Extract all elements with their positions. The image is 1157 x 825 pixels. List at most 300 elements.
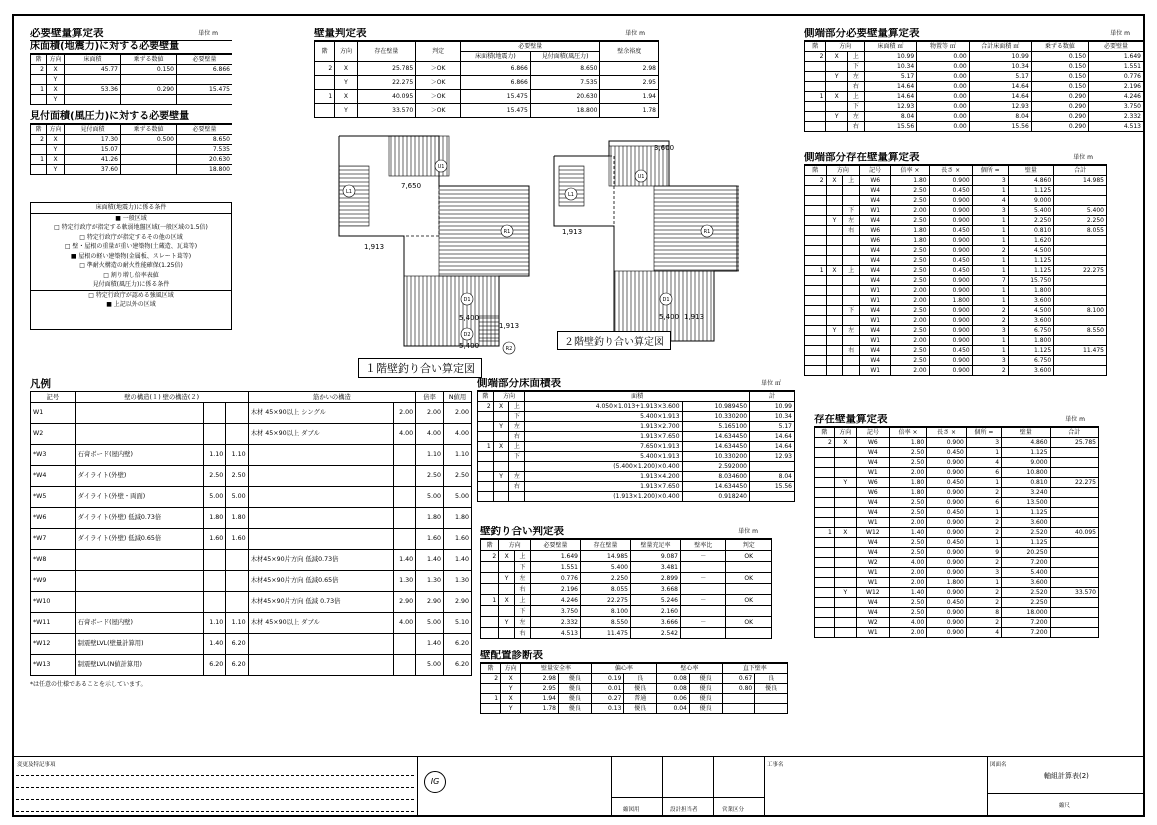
table-cell: 5.400×1.913: [525, 452, 682, 462]
table-cell: 2: [481, 674, 501, 684]
table-cell: [843, 296, 860, 306]
table-cell: ■ 屋根の軽い建築物(金属板、スレート葺等): [70, 252, 192, 260]
table-cell: 普通: [624, 694, 657, 704]
table-cell: X: [826, 52, 847, 62]
table-cell: [834, 508, 856, 518]
table-cell: 下: [843, 306, 860, 316]
table-cell: ダイライト(外壁): [75, 466, 203, 487]
table-cell: 6.20: [226, 634, 248, 655]
table-cell: 上: [847, 52, 864, 62]
table-cell: [843, 356, 860, 366]
table-cell: [1050, 628, 1098, 638]
table-cell: 2.50: [889, 548, 926, 558]
table-cell: 0.900: [927, 468, 967, 478]
table-cell: [1054, 236, 1107, 246]
table-cell: [805, 346, 827, 356]
table-row: [815, 498, 1099, 508]
table-cell: [826, 206, 843, 216]
table-cell: 10.800: [1002, 468, 1050, 478]
table-cell: 1.10: [204, 445, 226, 466]
table-cell: 40.095: [357, 90, 415, 104]
table-cell: 0.900: [929, 246, 972, 256]
table-cell: 木材 45×90以上 ダブル: [248, 613, 393, 634]
table-header: 階: [805, 166, 827, 176]
table-cell: 2.50: [891, 326, 929, 336]
table-cell: 0.13: [591, 704, 624, 714]
table-cell: 5.17: [864, 72, 917, 82]
table-cell: □ 割り増し倍率表値: [103, 271, 159, 279]
table-cell: [815, 518, 835, 528]
table-cell: 9.000: [1008, 196, 1054, 206]
table-cell: [121, 75, 177, 85]
table-cell: 2.00: [889, 468, 926, 478]
table-cell: [681, 584, 726, 595]
table-header: 判定: [726, 540, 772, 551]
floor1-plan: [339, 136, 529, 354]
table-cell: [815, 468, 835, 478]
table-header: 床面積(地震力): [461, 52, 531, 62]
table-cell: [826, 236, 843, 246]
table-header: 床面積: [65, 55, 121, 65]
table-cell: 22.275: [581, 595, 631, 606]
table-cell: [1050, 558, 1098, 568]
table-cell: 0.04: [657, 704, 690, 714]
table-cell: [478, 472, 494, 482]
table-cell: X: [47, 65, 65, 75]
table-cell: 1: [972, 226, 1008, 236]
table-cell: *W5: [31, 487, 76, 508]
table-row: [31, 75, 233, 85]
table-cell: 2: [972, 316, 1008, 326]
table-cell: 14.64: [750, 442, 795, 452]
table-cell: W2: [31, 424, 76, 445]
side-req-block: [804, 28, 1144, 152]
table-cell: 1: [966, 508, 1001, 518]
table-cell: [815, 448, 835, 458]
table-row: [481, 573, 772, 584]
table-cell: [726, 606, 772, 617]
table-cell: W4: [860, 246, 891, 256]
table-cell: 3.750: [531, 606, 581, 617]
table-cell: 1: [972, 266, 1008, 276]
table-cell: 1.125: [1002, 448, 1050, 458]
table-cell: 左: [847, 112, 864, 122]
table-cell: [248, 445, 393, 466]
table-cell: 8.055: [581, 584, 631, 595]
table-cell: 左: [847, 72, 864, 82]
table-cell: 1: [31, 85, 47, 95]
table-cell: [815, 588, 835, 598]
table-cell: W4: [856, 498, 889, 508]
table-cell: [75, 550, 203, 571]
table-cell: X: [335, 62, 357, 76]
table-cell: [481, 704, 501, 714]
table-cell: 1.60: [204, 529, 226, 550]
table-cell: [315, 76, 335, 90]
table-cell: 木材 45×90以上 シングル: [248, 403, 393, 424]
table-cell: [1054, 256, 1107, 266]
table-cell: 0.900: [927, 628, 967, 638]
table-cell: 0.00: [917, 82, 970, 92]
table-cell: [834, 488, 856, 498]
zone-L1-2f: L1: [568, 192, 574, 198]
table-cell: 1.80: [889, 488, 926, 498]
table-cell: 2.520: [1002, 588, 1050, 598]
table-cell: 0.900: [929, 366, 972, 376]
table-cell: 木材45×90片方向 低減0.65倍: [248, 571, 393, 592]
table-cell: 左: [515, 617, 531, 628]
table-cell: 2: [972, 366, 1008, 376]
table-cell: [805, 122, 826, 132]
table-cell: 5.10: [444, 613, 472, 634]
table-header: 壁量充足率: [631, 540, 681, 551]
side-area-title: 側端部分床面積表: [477, 378, 561, 389]
table-header: 壁量: [1008, 166, 1054, 176]
table-cell: 0.900: [929, 356, 972, 366]
table-cell: 2.00: [889, 518, 926, 528]
table-cell: 1.125: [1008, 346, 1054, 356]
table-row: [815, 628, 1099, 638]
table-cell: 1.125: [1008, 266, 1054, 276]
table-cell: Y: [501, 704, 521, 714]
table-cell: [843, 236, 860, 246]
table-cell: [834, 568, 856, 578]
table-row: [478, 452, 795, 462]
table-cell: 0.27: [591, 694, 624, 704]
table-cell: [826, 286, 843, 296]
table-cell: [248, 634, 393, 655]
table-cell: X: [493, 402, 509, 412]
condition-row: [31, 233, 231, 243]
floor-title: 床面積(地震力)に対する必要壁量: [30, 41, 180, 52]
table-cell: 0.450: [927, 478, 967, 488]
table-cell: ダイライト(外壁) 低減0.73倍: [75, 508, 203, 529]
legend-title: 凡例: [30, 378, 51, 390]
table-header: 必要壁量: [1089, 42, 1144, 52]
table-cell: □ 準耐火構造の耐火性能確保(1.25倍): [79, 262, 183, 269]
table-cell: 0.900: [929, 306, 972, 316]
balance-unit: 単位 m: [738, 528, 758, 535]
table-cell: 1: [481, 694, 501, 704]
conditions-block: [30, 202, 232, 330]
table-cell: 6.866: [461, 62, 531, 76]
exist-table: [814, 427, 1099, 638]
table-cell: 優良: [624, 704, 657, 714]
table-cell: 床面積(地震力)に係る条件: [31, 203, 231, 213]
table-cell: 7.535: [530, 76, 600, 90]
table-header: 壁量安全率: [521, 664, 591, 674]
header-row: [31, 125, 233, 135]
table-cell: 0.290: [1031, 102, 1088, 112]
table-cell: [755, 704, 788, 714]
table-cell: 2.196: [1089, 82, 1144, 92]
table-cell: 1.913×7.650: [525, 482, 682, 492]
table-cell: 5.17: [969, 72, 1031, 82]
table-cell: 14.64: [864, 92, 917, 102]
table-cell: 2: [966, 518, 1001, 528]
table-cell: 12.93: [969, 102, 1031, 112]
table-cell: 1: [481, 595, 499, 606]
table-cell: [248, 466, 393, 487]
table-row: [815, 608, 1099, 618]
table-cell: 12.93: [864, 102, 917, 112]
side-req-table: [804, 41, 1144, 132]
table-row: [481, 684, 788, 694]
table-cell: 22.275: [357, 76, 415, 90]
table-cell: 7: [972, 276, 1008, 286]
table-cell: 0.900: [927, 588, 967, 598]
table-cell: [1050, 518, 1098, 528]
table-cell: 1.40: [889, 588, 926, 598]
table-cell: 優良: [624, 684, 657, 694]
side-area-unit: 単位 ㎡: [761, 380, 781, 387]
table-cell: [826, 102, 847, 112]
table-cell: 18.000: [1002, 608, 1050, 618]
table-cell: 10.99: [969, 52, 1031, 62]
table-cell: 0.450: [927, 538, 967, 548]
table-row: [815, 448, 1099, 458]
changes-label: 変更及特記事項: [17, 762, 56, 768]
condition-row: [31, 280, 231, 290]
table-cell: 上: [515, 595, 531, 606]
table-cell: 1.551: [531, 562, 581, 573]
table-cell: 左: [843, 216, 860, 226]
table-cell: 1.94: [600, 90, 659, 104]
table-cell: 2.250: [1054, 216, 1107, 226]
table-row: [805, 236, 1107, 246]
table-row: [815, 538, 1099, 548]
legend-row: [31, 529, 472, 550]
table-cell: 1.80: [891, 176, 929, 186]
table-row: [805, 112, 1144, 122]
table-header: 必要壁量: [177, 125, 233, 135]
table-cell: [478, 432, 494, 442]
table-cell: [1054, 196, 1107, 206]
table-cell: 0.900: [929, 336, 972, 346]
table-cell: 1.551: [1089, 62, 1144, 72]
table-cell: 1: [966, 538, 1001, 548]
table-cell: [248, 529, 393, 550]
table-row: [481, 595, 772, 606]
table-cell: [826, 246, 843, 256]
table-cell: 2.250: [581, 573, 631, 584]
table-row: [478, 462, 795, 472]
table-cell: 6: [966, 468, 1001, 478]
table-cell: [805, 226, 827, 236]
table-cell: 14.64: [864, 82, 917, 92]
table-cell: [815, 568, 835, 578]
table-cell: 1.913×4.200: [525, 472, 682, 482]
table-cell: [177, 75, 233, 85]
table-cell: [1050, 568, 1098, 578]
table-cell: [805, 316, 827, 326]
table-row: [815, 618, 1099, 628]
table-cell: Y: [834, 588, 856, 598]
table-cell: 右: [509, 482, 525, 492]
table-cell: [722, 704, 755, 714]
dim-1913-b: 1,913: [499, 322, 520, 330]
table-cell: 5.400×1.913: [525, 412, 682, 422]
table-cell: 0.810: [1008, 226, 1054, 236]
legend-block: [30, 378, 472, 738]
table-cell: [726, 584, 772, 595]
table-cell: 2.00: [416, 403, 444, 424]
table-cell: －: [681, 595, 726, 606]
table-cell: 0.80: [722, 684, 755, 694]
table-cell: 7.200: [1002, 618, 1050, 628]
table-header: 合計床面積 ㎡: [969, 42, 1031, 52]
table-cell: 2.90: [444, 592, 472, 613]
zone-R1-2f: R1: [703, 229, 711, 235]
table-cell: 5.17: [750, 422, 795, 432]
table-cell: W4: [860, 196, 891, 206]
table-cell: [393, 445, 415, 466]
table-cell: [393, 634, 415, 655]
table-cell: ＞OK: [416, 76, 461, 90]
table-cell: 1.10: [416, 445, 444, 466]
table-cell: 8.04: [750, 472, 795, 482]
table-cell: X: [493, 442, 509, 452]
table-cell: [805, 366, 827, 376]
table-cell: 20.630: [530, 90, 600, 104]
diag-title: 壁配置診断表: [480, 650, 543, 661]
table-cell: 0.150: [121, 65, 177, 75]
table-header: 合計: [1050, 428, 1098, 438]
side-exist-block: [804, 152, 1107, 412]
table-cell: [65, 95, 121, 105]
table-cell: [1050, 488, 1098, 498]
table-cell: 0.500: [121, 135, 177, 145]
table-cell: [681, 606, 726, 617]
table-cell: 1: [972, 296, 1008, 306]
table-cell: 15.07: [65, 145, 121, 155]
table-row: [815, 458, 1099, 468]
table-cell: 2.250: [1008, 216, 1054, 226]
table-cell: 1.30: [393, 571, 415, 592]
table-cell: 2.00: [393, 403, 415, 424]
table-cell: [121, 165, 177, 175]
table-cell: W6: [856, 438, 889, 448]
table-cell: X: [501, 694, 521, 704]
table-header: 壁率比: [681, 540, 726, 551]
table-cell: [393, 466, 415, 487]
table-cell: [826, 316, 843, 326]
table-cell: 1: [805, 266, 827, 276]
table-cell: W12: [856, 588, 889, 598]
table-row: [805, 316, 1107, 326]
table-cell: [499, 584, 515, 595]
table-cell: 2: [966, 488, 1001, 498]
table-cell: [843, 336, 860, 346]
legend-note: *は任意の仕様であることを示しています。: [30, 681, 147, 688]
table-cell: 0.19: [591, 674, 624, 684]
table-cell: [393, 487, 415, 508]
table-cell: 2.50: [889, 448, 926, 458]
table-cell: W1: [860, 316, 891, 326]
table-cell: 3.666: [631, 617, 681, 628]
table-cell: W1: [860, 296, 891, 306]
table-cell: Y: [47, 165, 65, 175]
side-exist-table: [804, 165, 1107, 376]
table-header: 壁量: [1002, 428, 1050, 438]
table-cell: 3.600: [1008, 296, 1054, 306]
balance-table: [480, 539, 772, 639]
table-cell: 1.913×7.650: [525, 432, 682, 442]
table-cell: 2.50: [204, 466, 226, 487]
title-block: [14, 756, 1145, 817]
table-row: [805, 72, 1144, 82]
table-cell: 右: [847, 82, 864, 92]
table-cell: 1.800: [1008, 336, 1054, 346]
table-header: 記号: [31, 392, 76, 403]
table-cell: 0.00: [917, 92, 970, 102]
table-cell: ダイライト(外壁) 低減0.65倍: [75, 529, 203, 550]
table-row: [805, 186, 1107, 196]
table-header: 壁心率: [657, 664, 722, 674]
table-cell: [493, 432, 509, 442]
table-cell: [493, 452, 509, 462]
table-cell: [1050, 608, 1098, 618]
floor2-plan: [554, 141, 739, 341]
table-cell: 6.866: [177, 65, 233, 75]
table-cell: 0.450: [929, 256, 972, 266]
table-cell: 2.00: [891, 296, 929, 306]
table-cell: 0.150: [1031, 52, 1088, 62]
zone-D2: D2: [463, 332, 471, 338]
table-cell: 上: [515, 551, 531, 562]
table-cell: [805, 186, 827, 196]
table-cell: 1: [972, 186, 1008, 196]
table-header: N値用: [444, 392, 472, 403]
table-cell: W1: [860, 286, 891, 296]
table-row: [805, 306, 1107, 316]
table-cell: 2.95: [600, 76, 659, 90]
table-cell: 1.125: [1002, 538, 1050, 548]
table-cell: 0.67: [722, 674, 755, 684]
table-cell: 15.475: [461, 90, 531, 104]
table-cell: *W7: [31, 529, 76, 550]
diag-block: [480, 650, 788, 730]
table-cell: 1.80: [891, 226, 929, 236]
table-cell: *W10: [31, 592, 76, 613]
judge-block: [314, 28, 659, 128]
table-cell: 1: [478, 442, 494, 452]
table-cell: 下: [515, 562, 531, 573]
table-cell: [826, 306, 843, 316]
table-cell: [834, 498, 856, 508]
table-cell: 2.160: [631, 606, 681, 617]
table-cell: 18.800: [177, 165, 233, 175]
table-cell: 1: [805, 92, 826, 102]
table-cell: [121, 155, 177, 165]
table-header: 倍率 ×: [889, 428, 926, 438]
table-cell: Y: [499, 617, 515, 628]
table-row: [315, 76, 659, 90]
table-cell: [1050, 578, 1098, 588]
table-cell: 1: [972, 336, 1008, 346]
table-cell: 石膏ボード(屋内壁): [75, 445, 203, 466]
table-row: [478, 422, 795, 432]
table-cell: 10.99: [864, 52, 917, 62]
legend-row: [31, 613, 472, 634]
table-row: [478, 402, 795, 412]
table-header: 乗ずる数値: [121, 125, 177, 135]
table-cell: [805, 196, 827, 206]
table-cell: [834, 548, 856, 558]
table-row: [805, 356, 1107, 366]
table-cell: 0.00: [917, 112, 970, 122]
condition-row: [31, 242, 231, 252]
